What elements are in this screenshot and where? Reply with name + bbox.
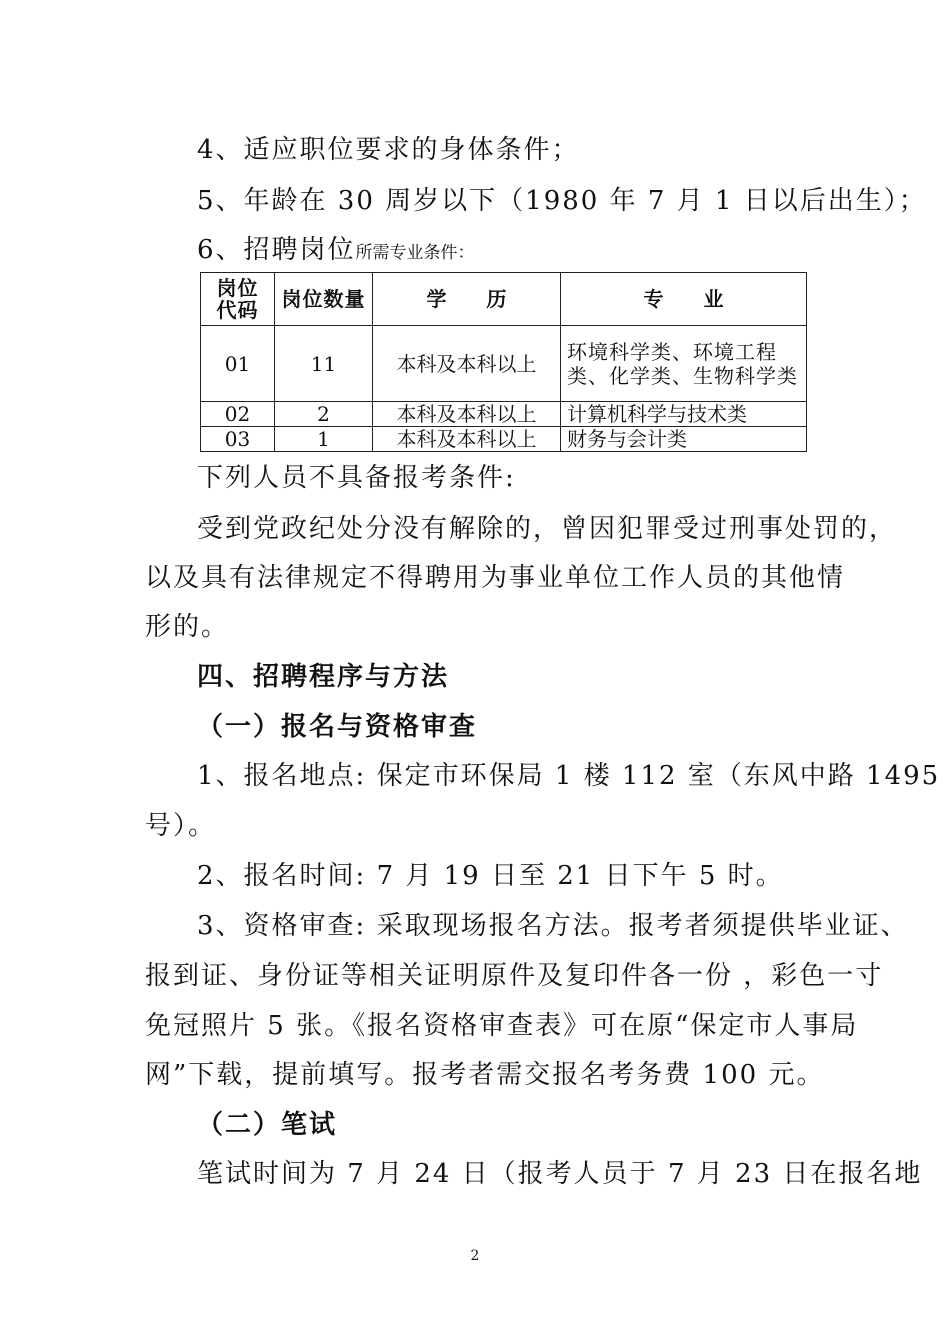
- header-count: 岗位数量: [275, 273, 373, 326]
- cell-count: 11: [275, 326, 373, 402]
- cell-code: 03: [201, 427, 275, 452]
- cell-count: 1: [275, 427, 373, 452]
- paragraph-line: 免冠照片 5 张。《报名资格审查表》可在原“保定市人事局: [145, 1011, 859, 1041]
- paragraph-line: 号）。: [145, 811, 217, 841]
- cell-code: 01: [201, 326, 275, 402]
- cell-major: 财务与会计类: [561, 427, 807, 452]
- header-code: 岗位代码: [201, 273, 275, 326]
- cell-education: 本科及本科以上: [373, 402, 561, 427]
- cell-education: 本科及本科以上: [373, 326, 561, 402]
- exclusion-intro: 下列人员不具备报考条件:: [197, 463, 516, 493]
- paragraph-line: 1、报名地点: 保定市环保局 1 楼 112 室（东风中路 1495: [197, 761, 941, 791]
- cell-major: 计算机科学与技术类: [561, 402, 807, 427]
- paragraph-line: 笔试时间为 7 月 24 日（报考人员于 7 月 23 日在报名地: [197, 1159, 923, 1189]
- paragraph-line: 报到证、身份证等相关证明原件及复印件各一份 ，彩色一寸: [145, 961, 884, 991]
- cell-education: 本科及本科以上: [373, 427, 561, 452]
- page-number: 2: [470, 1248, 480, 1264]
- subsection-title: （二）笔试: [197, 1110, 338, 1140]
- item-5: 5、年龄在 30 周岁以下（1980 年 7 月 1 日以后出生）；: [197, 186, 927, 216]
- table-row: [201, 427, 807, 452]
- cell-code: 02: [201, 402, 275, 427]
- header-education: 学 历: [373, 273, 561, 326]
- position-table: [200, 272, 807, 452]
- table-row: [201, 326, 807, 402]
- section-title: 四、招聘程序与方法: [197, 662, 450, 692]
- exclusion-line: 受到党政纪处分没有解除的，曾因犯罪受过刑事处罚的，: [197, 514, 898, 544]
- exclusion-line: 以及具有法律规定不得聘用为事业单位工作人员的其他情: [145, 563, 846, 593]
- header-major: 专 业: [561, 273, 807, 326]
- exclusion-line: 形的。: [145, 612, 230, 642]
- table-row: [201, 402, 807, 427]
- paragraph-line: 3、资格审查: 采取现场报名方法。报考者须提供毕业证、: [197, 911, 909, 941]
- paragraph-line: 2、报名时间: 7 月 19 日至 21 日下午 5 时。: [197, 861, 784, 891]
- paragraph-line: 网”下载，提前填写。报考者需交报名考务费 100 元。: [145, 1060, 825, 1090]
- cell-count: 2: [275, 402, 373, 427]
- cell-major: 环境科学类、环境工程类、化学类、生物科学类: [561, 326, 807, 402]
- table-header-row: [201, 273, 807, 326]
- subsection-title: （一）报名与资格审查: [197, 712, 478, 742]
- item-6-small: 所需专业条件：: [355, 243, 475, 263]
- item-6: [197, 234, 475, 269]
- item-4: 4、适应职位要求的身体条件；: [197, 135, 580, 165]
- item-6-main: 6、招聘岗位: [197, 235, 356, 265]
